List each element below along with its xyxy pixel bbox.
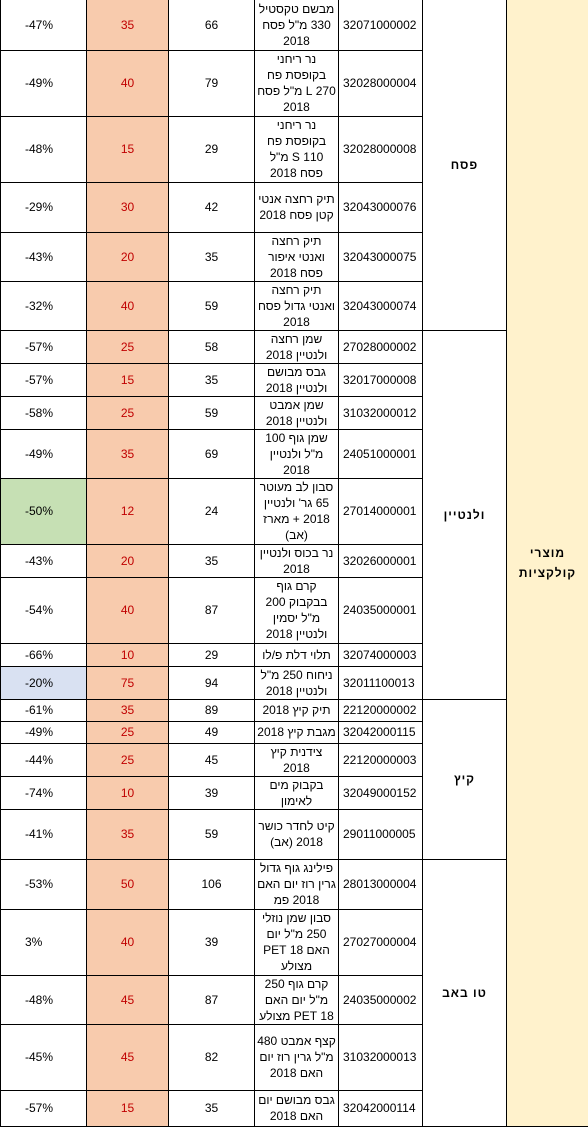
product-name-cell[interactable]: קרם גוף בבקבוק 200 מ"ל יסמין ולנטיין 2018 [255, 577, 339, 643]
discount-percent-cell[interactable]: -29% [1, 182, 87, 232]
quantity-cell[interactable]: 15 [87, 116, 169, 182]
quantity-cell[interactable]: 35 [87, 699, 169, 721]
product-name-cell[interactable]: גבס מבושם ולנטיין 2018 [255, 363, 339, 396]
product-name-cell[interactable]: קרם גוף 250 מ"ל יום האם 18 PET מצולע [255, 975, 339, 1024]
price-cell[interactable]: 58 [169, 330, 255, 363]
price-cell[interactable]: 89 [169, 699, 255, 721]
product-code-cell[interactable]: 32043000074 [339, 281, 423, 330]
price-cell[interactable]: 49 [169, 721, 255, 743]
category-label-cell[interactable]: מוצרי קולקציות [507, 0, 588, 1126]
discount-percent-cell[interactable]: -66% [1, 643, 87, 666]
table-row [1, 330, 588, 363]
quantity-cell[interactable]: 15 [87, 1090, 169, 1126]
quantity-cell[interactable]: 45 [87, 975, 169, 1024]
quantity-cell[interactable]: 40 [87, 577, 169, 643]
price-cell[interactable]: 35 [169, 363, 255, 396]
product-code-cell[interactable]: 24035000002 [339, 975, 423, 1024]
price-cell[interactable]: 39 [169, 776, 255, 809]
quantity-cell[interactable]: 40 [87, 909, 169, 975]
discount-percent-cell[interactable]: -41% [1, 809, 87, 859]
product-name-cell[interactable]: שמן גוף 100 מ"ל ולנטיין 2018 [255, 429, 339, 478]
quantity-cell[interactable]: 35 [87, 0, 169, 50]
product-name-cell[interactable]: סבון לב מעוטר 65 גר' ולנטיין 2018 + מארז (אב) [255, 478, 339, 544]
quantity-cell[interactable]: 35 [87, 809, 169, 859]
quantity-cell[interactable]: 40 [87, 281, 169, 330]
price-cell[interactable]: 59 [169, 281, 255, 330]
product-code-cell[interactable]: 32017000008 [339, 363, 423, 396]
quantity-cell[interactable]: 35 [87, 429, 169, 478]
group-label-cell[interactable]: טו באב [423, 859, 507, 1126]
price-cell[interactable]: 87 [169, 975, 255, 1024]
table-row [1, 0, 588, 50]
table-row [1, 699, 588, 721]
quantity-cell[interactable]: 25 [87, 396, 169, 429]
discount-percent-cell[interactable]: -54% [1, 577, 87, 643]
discount-percent-cell[interactable]: -58% [1, 396, 87, 429]
product-name-cell[interactable]: סבון שמן נוזלי 250 מ"ל יום האם 18 PET מצולע [255, 909, 339, 975]
product-name-cell[interactable]: מגבת קיץ 2018 [255, 721, 339, 743]
quantity-cell[interactable]: 12 [87, 478, 169, 544]
quantity-cell[interactable]: 25 [87, 743, 169, 776]
price-cell[interactable]: 39 [169, 909, 255, 975]
product-name-cell[interactable]: קצף אמבט 480 מ"ל גרין רוז יום האם 2018 [255, 1024, 339, 1090]
discount-percent-cell[interactable]: -32% [1, 281, 87, 330]
quantity-cell[interactable]: 30 [87, 182, 169, 232]
discount-percent-cell[interactable]: -20% [1, 666, 87, 699]
discount-percent-cell[interactable]: -44% [1, 743, 87, 776]
discount-percent-cell[interactable]: -43% [1, 232, 87, 281]
price-cell[interactable]: 45 [169, 743, 255, 776]
discount-percent-cell[interactable]: -57% [1, 363, 87, 396]
product-name-cell[interactable]: תיק רחצה ואנטי איפור פסח 2018 [255, 232, 339, 281]
discount-percent-cell[interactable]: -45% [1, 1024, 87, 1090]
product-name-cell[interactable]: גבס מבושם יום האם 2018 [255, 1090, 339, 1126]
quantity-cell[interactable]: 40 [87, 50, 169, 116]
product-code-cell[interactable]: 32071000002 [339, 0, 423, 50]
product-code-cell[interactable]: 27014000001 [339, 478, 423, 544]
quantity-cell[interactable]: 25 [87, 330, 169, 363]
product-code-cell[interactable]: 32049000152 [339, 776, 423, 809]
quantity-cell[interactable]: 20 [87, 232, 169, 281]
price-cell[interactable]: 79 [169, 50, 255, 116]
product-code-cell[interactable]: 31032000013 [339, 1024, 423, 1090]
product-name-cell[interactable]: קיט לחדר כושר 2018 (אב) [255, 809, 339, 859]
table-row [1, 859, 588, 909]
price-cell[interactable]: 29 [169, 116, 255, 182]
product-code-cell[interactable]: 32026000001 [339, 544, 423, 577]
price-cell[interactable]: 82 [169, 1024, 255, 1090]
product-name-cell[interactable]: תיק רחצה ואנטי גדול פסח 2018 [255, 281, 339, 330]
price-cell[interactable]: 59 [169, 809, 255, 859]
product-code-cell[interactable]: 32042000115 [339, 721, 423, 743]
price-cell[interactable]: 69 [169, 429, 255, 478]
discount-percent-cell[interactable]: -53% [1, 859, 87, 909]
discount-percent-cell[interactable]: -49% [1, 721, 87, 743]
price-cell[interactable]: 35 [169, 1090, 255, 1126]
product-code-cell[interactable]: 24035000001 [339, 577, 423, 643]
product-name-cell[interactable]: פילינג גוף גדול גרין רוז יום האם 2018 פמ [255, 859, 339, 909]
quantity-cell[interactable]: 75 [87, 666, 169, 699]
discount-percent-cell[interactable]: -57% [1, 1090, 87, 1126]
product-name-cell[interactable]: תלוי דלת פ/לו [255, 643, 339, 666]
product-name-cell[interactable]: ניחוח 250 מ"ל ולנטיין 2018 [255, 666, 339, 699]
product-code-cell[interactable]: 27028000002 [339, 330, 423, 363]
product-code-cell[interactable]: 27027000004 [339, 909, 423, 975]
discount-percent-cell[interactable]: -48% [1, 975, 87, 1024]
discount-percent-cell[interactable]: -48% [1, 116, 87, 182]
price-cell[interactable]: 35 [169, 232, 255, 281]
product-name-cell[interactable]: שמן אמבט ולנטיין 2018 [255, 396, 339, 429]
discount-percent-cell[interactable]: -49% [1, 50, 87, 116]
product-code-cell[interactable]: 32028000004 [339, 50, 423, 116]
quantity-cell[interactable]: 25 [87, 721, 169, 743]
product-code-cell[interactable]: 32011100013 [339, 666, 423, 699]
product-code-cell[interactable]: 29011000005 [339, 809, 423, 859]
price-cell[interactable]: 42 [169, 182, 255, 232]
product-code-cell[interactable]: 22120000003 [339, 743, 423, 776]
product-name-cell[interactable]: צידנית קיץ 2018 [255, 743, 339, 776]
product-code-cell[interactable]: 24051000001 [339, 429, 423, 478]
price-cell[interactable]: 66 [169, 0, 255, 50]
product-name-cell[interactable]: נר ריחני בקופסת פח 110 S מ"ל פסח 2018 [255, 116, 339, 182]
price-cell[interactable]: 35 [169, 544, 255, 577]
discount-percent-cell[interactable]: 3% [1, 909, 87, 975]
price-cell[interactable]: 24 [169, 478, 255, 544]
quantity-cell[interactable]: 10 [87, 776, 169, 809]
quantity-cell[interactable]: 20 [87, 544, 169, 577]
product-name-cell[interactable]: תיק רחצה אנטי קטן פסח 2018 [255, 182, 339, 232]
product-code-cell[interactable]: 31032000012 [339, 396, 423, 429]
product-code-cell[interactable]: 32043000076 [339, 182, 423, 232]
group-label-cell[interactable]: קיץ [423, 699, 507, 859]
product-name-cell[interactable]: מבשם טקסטיל 330 מ"ל פסח 2018 [255, 0, 339, 50]
price-cell[interactable]: 106 [169, 859, 255, 909]
product-code-cell[interactable]: 32042000114 [339, 1090, 423, 1126]
product-name-cell[interactable]: תיק קיץ 2018 [255, 699, 339, 721]
discount-percent-cell[interactable]: -47% [1, 0, 87, 50]
discount-percent-cell[interactable]: -49% [1, 429, 87, 478]
price-cell[interactable]: 59 [169, 396, 255, 429]
price-cell[interactable]: 94 [169, 666, 255, 699]
discount-percent-cell[interactable]: -74% [1, 776, 87, 809]
discount-percent-cell[interactable]: -57% [1, 330, 87, 363]
product-code-cell[interactable]: 32043000075 [339, 232, 423, 281]
quantity-cell[interactable]: 15 [87, 363, 169, 396]
group-label-cell[interactable]: פסח [423, 0, 507, 330]
product-code-cell[interactable]: 32074000003 [339, 643, 423, 666]
quantity-cell[interactable]: 10 [87, 643, 169, 666]
product-name-cell[interactable]: נר בכוס ולנטיין 2018 [255, 544, 339, 577]
product-name-cell[interactable]: נר ריחני בקופסת פח 270 L מ"ל פסח 2018 [255, 50, 339, 116]
product-name-cell[interactable]: שמן רחצה ולנטיין 2018 [255, 330, 339, 363]
product-code-cell[interactable]: 28013000004 [339, 859, 423, 909]
quantity-cell[interactable]: 45 [87, 1024, 169, 1090]
price-cell[interactable]: 29 [169, 643, 255, 666]
discount-percent-cell[interactable]: -50% [1, 478, 87, 544]
group-label-cell[interactable]: ולנטיין [423, 330, 507, 699]
product-code-cell[interactable]: 32028000008 [339, 116, 423, 182]
product-code-cell[interactable]: 22120000002 [339, 699, 423, 721]
quantity-cell[interactable]: 50 [87, 859, 169, 909]
discount-percent-cell[interactable]: -61% [1, 699, 87, 721]
product-name-cell[interactable]: בקבוק מים לאימון [255, 776, 339, 809]
price-cell[interactable]: 87 [169, 577, 255, 643]
discount-percent-cell[interactable]: -43% [1, 544, 87, 577]
